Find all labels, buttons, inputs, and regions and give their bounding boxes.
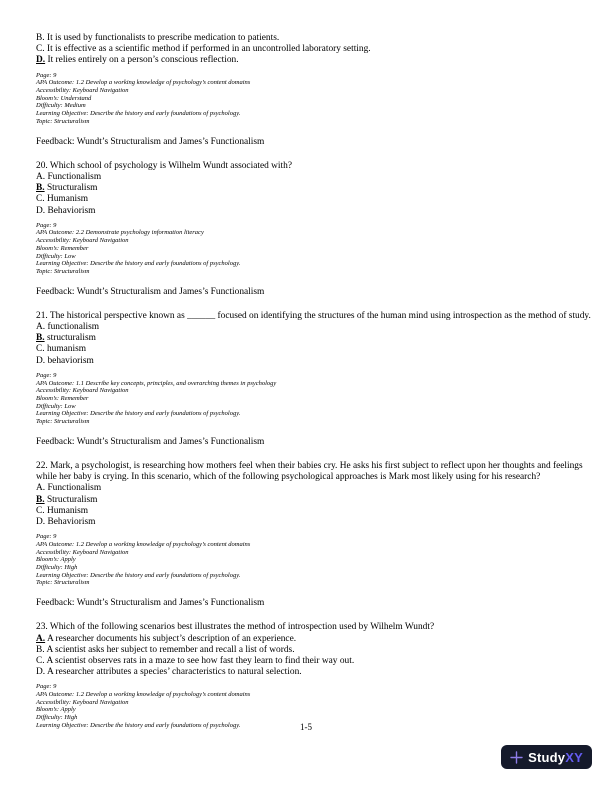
metadata-line: Bloom’s: Apply <box>36 556 76 564</box>
feedback-line: Feedback: Wundt’s Structuralism and James’s Functionalism <box>36 436 265 447</box>
question-fragment <box>36 33 588 67</box>
metadata-line: Page: 9 <box>36 71 57 79</box>
metadata-line: Topic: Structuralism <box>36 117 90 125</box>
answer-option <box>36 55 588 66</box>
metadata-line: Topic: Structuralism <box>36 267 90 275</box>
metadata-block <box>36 222 588 276</box>
option-text: It relies entirely on a person’s conscious reflection. <box>47 55 239 66</box>
question-stem: 22. Mark, a psychologist, is researching how mothers feel when their babies cry. He asks his first subject to reflect upon her thoughts and feelings while her baby is crying. In this scenario, which of the following psychological approaches is Mark most likely using for his research? <box>36 461 583 483</box>
answer-option <box>36 356 588 367</box>
metadata-line: APA Outcome: 1.2 Develop a working knowledge of psychology’s content domains <box>36 79 251 87</box>
question-block-21 <box>36 310 591 367</box>
question-stem: 20. Which school of psychology is Wilhelm Wundt associated with? <box>36 160 292 171</box>
option-text: A scientist asks her subject to remember and recall a list of words. <box>46 644 295 655</box>
feedback-line: Feedback: Wundt’s Structuralism and James’s Functionalism <box>36 598 265 609</box>
option-text: Functionalism <box>47 483 102 494</box>
option-letter: C. <box>36 655 45 666</box>
option-text: Functionalism <box>47 171 102 182</box>
option-letter: D. <box>36 667 46 678</box>
answer-option <box>36 517 588 528</box>
answer-option <box>36 506 588 517</box>
answer-option <box>36 634 588 645</box>
answer-option <box>36 172 588 183</box>
page-content <box>36 33 591 730</box>
answer-option <box>36 44 588 55</box>
answer-option <box>36 495 588 506</box>
metadata-line: Difficulty: Medium <box>36 102 86 110</box>
option-letter: C. <box>36 505 45 516</box>
metadata-line: Bloom’s: Remember <box>36 244 89 252</box>
option-text: functionalism <box>47 322 100 333</box>
feedback-line: Feedback: Wundt’s Structuralism and James’s Functionalism <box>36 136 265 147</box>
metadata-block <box>36 372 588 426</box>
option-text: Structuralism <box>46 183 98 194</box>
option-text: structuralism <box>46 333 96 344</box>
metadata-line: Learning Objective: Describe the history and early foundations of psychology. <box>36 410 241 418</box>
option-text: A scientist observes rats in a maze to see how fast they learn to find their way out. <box>46 655 355 666</box>
option-text: It is used by functionalists to prescribe medication to patients. <box>46 33 280 43</box>
metadata-line: Page: 9 <box>36 371 57 379</box>
metadata-line: Bloom’s: Understand <box>36 94 92 102</box>
metadata-line: Accessibility: Keyboard Navigation <box>36 387 129 395</box>
option-letter: C. <box>36 44 45 55</box>
metadata-line: Learning Objective: Describe the history and early foundations of psychology. <box>36 571 241 579</box>
logo-text <box>528 750 583 765</box>
option-text: Humanism <box>46 194 89 205</box>
metadata-line: Learning Objective: Describe the history and early foundations of psychology. <box>36 110 241 118</box>
page-number: 1-5 <box>300 722 312 732</box>
answer-option <box>36 645 588 656</box>
question-stem: 21. The historical perspective known as ______ focused on identifying the structures of the human mind using introspection as the method of study. <box>36 310 591 321</box>
metadata-line: Learning Objective: Describe the history and early foundations of psychology. <box>36 721 241 729</box>
metadata-line: Difficulty: Low <box>36 402 76 410</box>
logo-text-study: Study <box>528 749 566 765</box>
option-letter: D. <box>36 205 46 216</box>
answer-option <box>36 667 588 678</box>
question-block-23 <box>36 622 588 678</box>
option-letter-correct: B. <box>36 494 45 505</box>
metadata-line: APA Outcome: 2.2 Demonstrate psychology information literacy <box>36 229 204 237</box>
answer-option <box>36 656 588 667</box>
question-block-20 <box>36 161 588 217</box>
answer-option <box>36 322 588 333</box>
option-letter: B. <box>36 644 45 655</box>
option-letter: A. <box>36 171 46 182</box>
metadata-line: Accessibility: Keyboard Navigation <box>36 237 129 245</box>
answer-option <box>36 344 588 355</box>
metadata-line: Difficulty: High <box>36 714 78 722</box>
option-letter: C. <box>36 344 45 355</box>
question-block-22 <box>36 461 588 528</box>
option-letter-correct: D. <box>36 55 46 66</box>
option-letter: D. <box>36 517 46 528</box>
option-text: humanism <box>46 344 87 355</box>
option-letter: B. <box>36 33 45 43</box>
option-text: Behaviorism <box>47 205 96 216</box>
metadata-line: Accessibility: Keyboard Navigation <box>36 548 129 556</box>
option-letter: C. <box>36 194 45 205</box>
metadata-line: Topic: Structuralism <box>36 579 90 587</box>
answer-option <box>36 194 588 205</box>
answer-option <box>36 333 588 344</box>
metadata-line: Page: 9 <box>36 221 57 229</box>
option-letter: D. <box>36 355 46 366</box>
plus-icon <box>510 751 523 764</box>
metadata-line: Bloom’s: Apply <box>36 706 76 714</box>
metadata-line: APA Outcome: 1.2 Develop a working knowledge of psychology’s content domains <box>36 691 251 699</box>
metadata-line: Bloom’s: Remember <box>36 395 89 402</box>
option-letter-correct: B. <box>36 333 45 344</box>
option-letter-correct: A. <box>36 633 46 644</box>
option-text: behaviorism <box>47 355 94 366</box>
studyxy-logo <box>501 745 592 769</box>
metadata-line: Difficulty: High <box>36 564 78 572</box>
option-text: Behaviorism <box>47 517 96 528</box>
feedback-line: Feedback: Wundt’s Structuralism and James’s Functionalism <box>36 286 265 297</box>
metadata-line: Page: 9 <box>36 533 57 541</box>
logo-text-xy: XY <box>565 749 583 765</box>
option-text: A researcher documents his subject’s description of an experience. <box>46 633 297 644</box>
option-text: Structuralism <box>46 494 98 505</box>
metadata-block <box>36 533 588 587</box>
metadata-line: Learning Objective: Describe the history and early foundations of psychology. <box>36 260 241 268</box>
metadata-line: Page: 9 <box>36 683 57 691</box>
metadata-line: APA Outcome: 1.1 Describe key concepts, principles, and overarching themes in psychology <box>36 379 277 387</box>
option-text: A researcher attributes a species’ characteristics to natural selection. <box>46 667 302 678</box>
answer-option <box>36 483 588 494</box>
metadata-line: Accessibility: Keyboard Navigation <box>36 87 129 95</box>
metadata-block <box>36 72 588 126</box>
option-text: It is effective as a scientific method if performed in an uncontrolled laboratory setting. <box>46 44 371 55</box>
option-letter-correct: B. <box>36 183 45 194</box>
answer-option <box>36 206 588 217</box>
option-letter: A. <box>36 483 46 494</box>
metadata-line: Topic: Structuralism <box>36 418 90 426</box>
question-stem: 23. Which of the following scenarios best illustrates the method of introspection used by Wilhelm Wundt? <box>36 622 435 633</box>
answer-option <box>36 183 588 194</box>
option-text: Humanism <box>46 505 89 516</box>
metadata-line: Difficulty: Low <box>36 252 76 260</box>
option-letter: A. <box>36 322 46 333</box>
answer-option <box>36 33 588 44</box>
metadata-line: APA Outcome: 1.2 Develop a working knowledge of psychology’s content domains <box>36 540 251 548</box>
metadata-line: Accessibility: Keyboard Navigation <box>36 698 129 706</box>
